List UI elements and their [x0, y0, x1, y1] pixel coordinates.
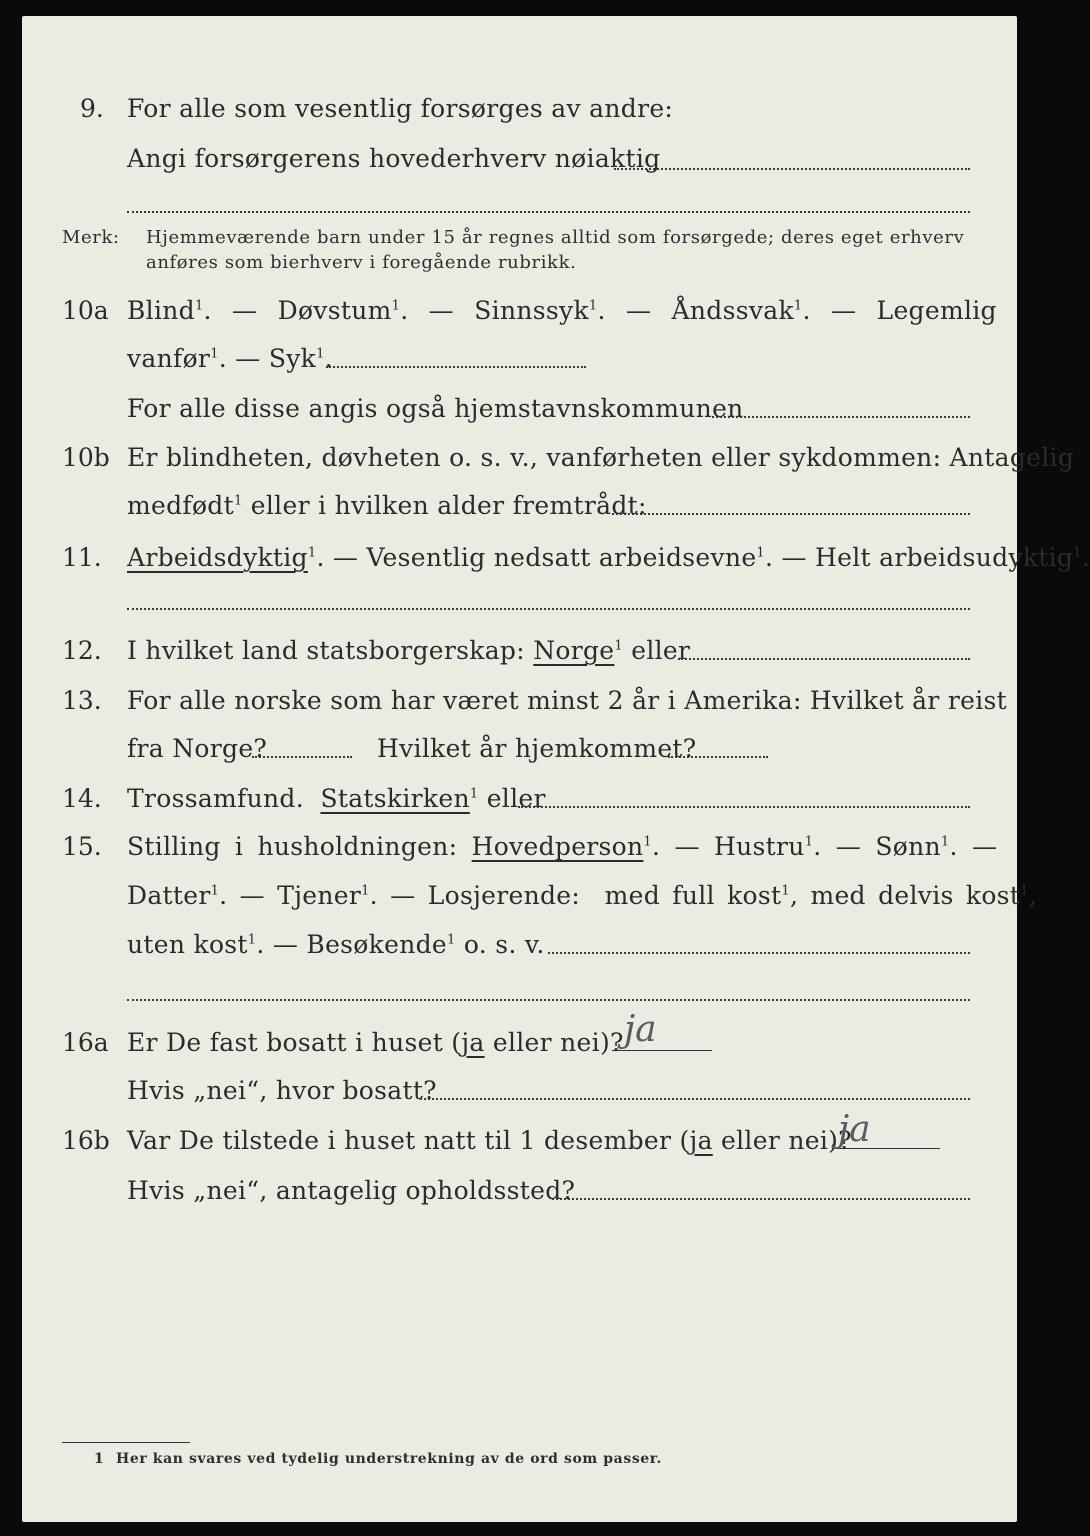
- q10a-line1: Blind$^1$. — Døvstum$^1$. — Sinnssyk$^1$. — Åndssvak$^1$. — Legemlig: [127, 296, 997, 325]
- footnote-text: Her kan svares ved tydelig understrekning av de ord som passer.: [116, 1451, 662, 1467]
- q16a-answer-line: [612, 1050, 712, 1051]
- q15-number: 15.: [62, 832, 102, 861]
- q9-line2: Angi forsørgerens hovederhverv nøiaktig: [127, 144, 661, 173]
- q13-reist-line: [252, 756, 352, 758]
- q10a-line3: For alle disse angis også hjemstavnskommunen: [127, 394, 744, 423]
- q12-number: 12.: [62, 636, 102, 665]
- q13-line1: For alle norske som har været minst 2 år i Amerika: Hvilket år reist: [127, 686, 1008, 715]
- q10a-answer-line: [326, 366, 586, 368]
- q13-number: 13.: [62, 686, 102, 715]
- q10b-number: 10b: [62, 443, 110, 472]
- q15-line3: uten kost$^1$. — Besøkende$^1$ o. s. v.: [127, 930, 545, 959]
- q10a-line2: vanfør$^1$. — Syk$^1$.: [127, 344, 333, 373]
- q15-line2: Datter$^1$. — Tjener$^1$. — Losjerende: med full kost$^1$, med delvis kost$^1$,: [127, 881, 1037, 910]
- q16b-opholdssted-line: [552, 1198, 970, 1200]
- q15-answer-line: [548, 952, 970, 954]
- merk-line2: anføres som bierhverv i foregående rubrikk.: [146, 252, 577, 273]
- q9-number: 9.: [80, 94, 104, 123]
- q13-b: Hvilket år hjemkommet?: [377, 734, 697, 763]
- q12-line: I hvilket land statsborgerskap: Norge$^1$ eller: [127, 636, 691, 665]
- q14-line: Trossamfund. Statskirken$^1$ eller: [127, 784, 546, 813]
- q15-line1: Stilling i husholdningen: Hovedperson$^1$. — Hustru$^1$. — Sønn$^1$. —: [127, 832, 998, 861]
- q16a-handwritten-answer: ja: [624, 1009, 657, 1050]
- q11-line: Arbeidsdyktig$^1$. — Vesentlig nedsatt arbeidsevne$^1$. — Helt arbeidsudyktig$^1$.: [127, 543, 1090, 572]
- q16b-number: 16b: [62, 1126, 110, 1155]
- q13-hjemkommet-line: [668, 756, 768, 758]
- q11-extra-line: [127, 608, 970, 610]
- q14-number: 14.: [62, 784, 102, 813]
- q9-extra-line: [127, 211, 970, 213]
- q15-extra-line: [127, 999, 970, 1001]
- q16a-line2: Hvis „nei“, hvor bosatt?: [127, 1076, 437, 1105]
- q12-answer-line: [678, 658, 970, 660]
- q11-number: 11.: [62, 543, 102, 572]
- q13-a: fra Norge?: [127, 734, 268, 763]
- q10a-number: 10a: [62, 296, 109, 325]
- q16b-handwritten-answer: ja: [838, 1109, 871, 1150]
- q16a-line1: Er De fast bosatt i huset (ja eller nei)?: [127, 1028, 624, 1057]
- q16b-line1: Var De tilstede i huset natt til 1 desember (ja eller nei)?: [127, 1126, 852, 1155]
- merk-label: Merk:: [62, 227, 120, 248]
- q10a-hjemstavn-line: [712, 416, 970, 418]
- q16b-line2: Hvis „nei“, antagelig opholdssted?: [127, 1176, 576, 1205]
- footnote-mark: 1: [94, 1451, 105, 1467]
- q10b-line2: medfødt$^1$ eller i hvilken alder fremtrådt:: [127, 491, 647, 520]
- q10b-answer-line: [612, 513, 970, 515]
- q16a-bosatt-line: [420, 1098, 970, 1100]
- q9-answer-line: [614, 168, 970, 170]
- q16a-number: 16a: [62, 1028, 109, 1057]
- merk-line1: Hjemmeværende barn under 15 år regnes alltid som forsørgede; deres eget erhverv: [146, 227, 965, 248]
- q10b-line1: Er blindheten, døvheten o. s. v., vanførheten eller sykdommen: Antagelig: [127, 443, 1075, 472]
- q9-line1: For alle som vesentlig forsørges av andre:: [127, 94, 674, 123]
- footnote-rule: [62, 1442, 190, 1443]
- q14-answer-line: [518, 806, 970, 808]
